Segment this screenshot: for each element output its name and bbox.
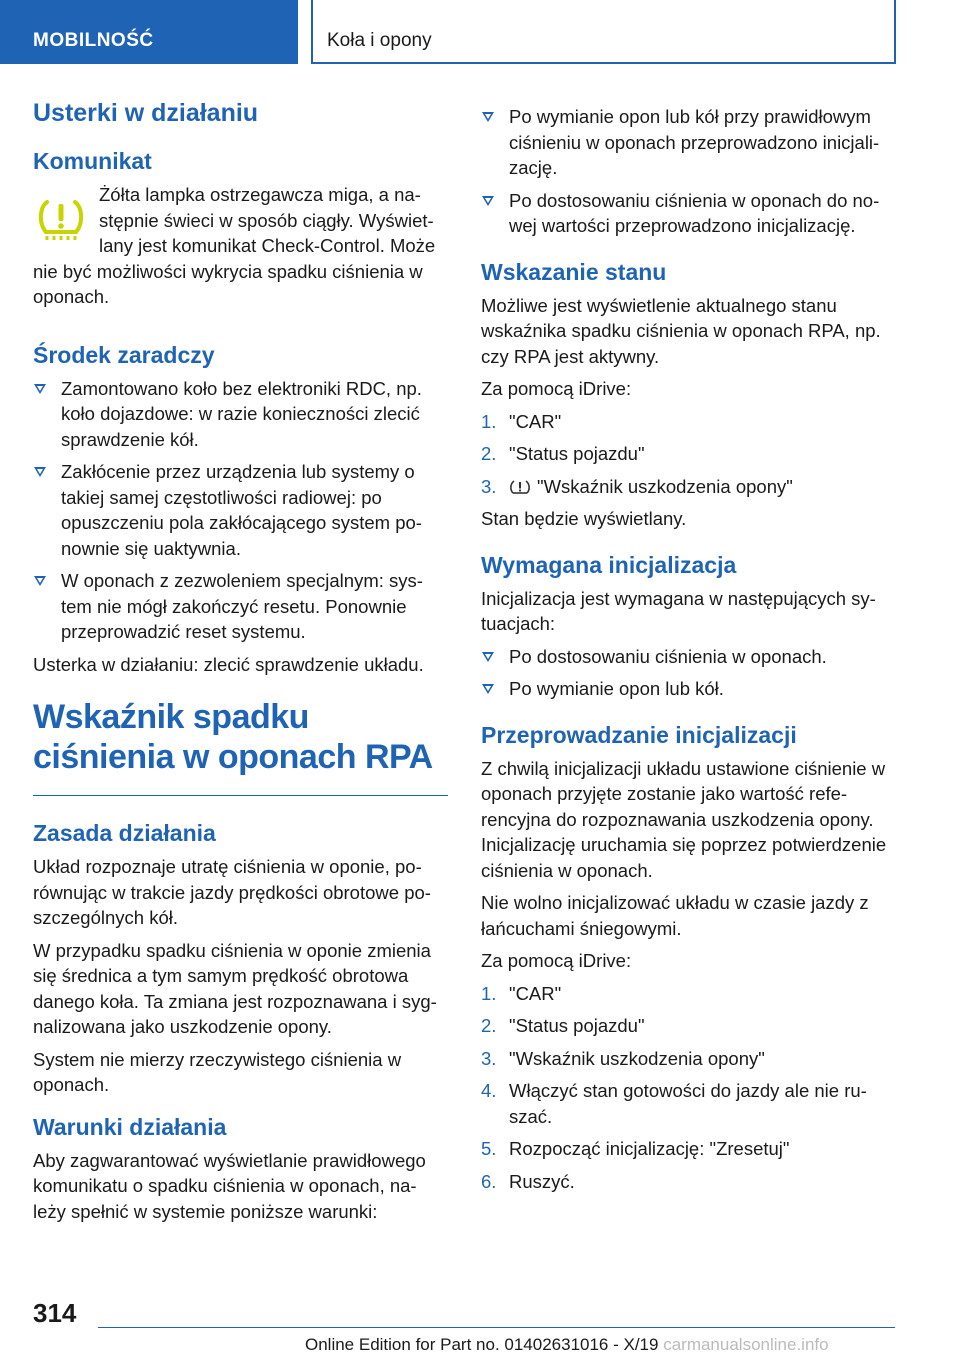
wymagana-paragraph: Inicjalizacja jest wymagana w następujących sy-tuacjach: bbox=[481, 587, 876, 634]
list-item: 4. Włączyć stan gotowości do jazdy ale nie ru-szać. bbox=[481, 1080, 867, 1127]
heading-usterki: Usterki w działaniu bbox=[33, 99, 259, 127]
heading-wymagana: Wymagana inicjalizacja bbox=[481, 551, 737, 578]
list-item: 3. "Wskaźnik uszkodzenia opony" bbox=[481, 1047, 765, 1069]
heading-przeprowadzanie: Przeprowadzanie inicjalizacji bbox=[481, 721, 797, 748]
tire-pressure-icon bbox=[509, 478, 531, 496]
section-tab bbox=[0, 0, 298, 64]
list-item: 2. "Status pojazdu" bbox=[481, 443, 645, 464]
page-number: 314 bbox=[33, 1298, 77, 1328]
bullet-triangle-icon bbox=[482, 652, 494, 662]
list-item: 1. "CAR" bbox=[481, 982, 562, 1004]
zasada-paragraph-2: W przypadku spadku ciśnienia w oponie zmienia się średnica a tym samym prędkość obrotowa danego koła. Ta zmiana jest rozpoznawana i syg-nalizowana jako uszkodzenie opony. bbox=[33, 939, 437, 1037]
srodek-list bbox=[33, 376, 448, 645]
bullet-triangle-icon bbox=[34, 384, 46, 394]
left-column bbox=[33, 98, 448, 1231]
heading-wskazanie: Wskazanie stanu bbox=[481, 258, 667, 285]
list-item: W oponach z zezwoleniem specjalnym: sys-tem nie mógł zakończyć resetu. Ponownie przeprowadzić reset systemu. bbox=[33, 568, 448, 645]
list-item: Po dostosowaniu ciśnienia w oponach do no-wej wartości przeprowadzono inicjalizację. bbox=[481, 188, 895, 239]
idrive-paragraph-2: Za pomocą iDrive: bbox=[481, 950, 632, 971]
warunki-paragraph: Aby zagwarantować wyświetlanie prawidłowego komunikatu o spadku ciśnienia w oponach, na-leży spełnić w systemie poniższe warunki: bbox=[33, 1149, 426, 1222]
chapter-title: Koła i opony bbox=[327, 30, 432, 51]
list-item: Po wymianie opon lub kół. bbox=[481, 676, 895, 702]
komunikat-line-2: stępnie świeci w sposób ciągły. Wyświet- bbox=[99, 209, 434, 231]
wskazanie-paragraph: Możliwe jest wyświetlenie aktualnego stanu wskaźnika spadku ciśnienia w oponach RPA, np. czy RPA jest aktywny. bbox=[481, 294, 881, 367]
wskazanie-steps bbox=[481, 409, 895, 500]
heading-zasada: Zasada działania bbox=[33, 820, 216, 846]
list-item: Po dostosowaniu ciśnienia w oponach. bbox=[481, 644, 895, 670]
bullet-triangle-icon bbox=[482, 196, 494, 206]
zasada-paragraph-3: System nie mierzy rzeczywistego ciśnienia w oponach. bbox=[33, 1048, 402, 1095]
wymagana-list bbox=[481, 644, 895, 702]
list-item: 5. Rozpocząć inicjalizację: "Zresetuj" bbox=[481, 1138, 790, 1159]
komunikat-line-1: Żółta lampka ostrzegawcza miga, a na- bbox=[99, 184, 421, 205]
heading-warunki: Warunki działania bbox=[33, 1113, 227, 1140]
watermark[interactable]: carmanualsonline.info bbox=[663, 1335, 829, 1354]
usterka-paragraph: Usterka w działaniu: zlecić sprawdzenie układu. bbox=[33, 653, 424, 675]
przep-paragraph-1: Z chwilą inicjalizacji układu ustawione ciśnienie w oponach przyjęte zostanie jako wartość refe-rencyjna do rozpoznawania uszkodzenia opony. Inicjalizację uruchamia się poprzez potwierdzenie ciśnienia w oponach. bbox=[481, 757, 887, 881]
bullet-triangle-icon bbox=[34, 576, 46, 586]
warning-block bbox=[33, 182, 448, 259]
przep-steps bbox=[481, 981, 895, 1195]
heading-srodek: Środek zaradczy bbox=[33, 341, 215, 368]
komunikat-tail: nie być możliwości wykrycia spadku ciśnienia w oponach. bbox=[33, 260, 423, 307]
list-item: 1. "CAR" bbox=[481, 410, 562, 432]
zasada-paragraph-1: Układ rozpoznaje utratę ciśnienia w oponie, po-równując w trakcie jazdy prędkości obrotowe po-szczególnych kół. bbox=[33, 856, 431, 928]
stan-paragraph: Stan będzie wyświetlany. bbox=[481, 508, 687, 529]
footer-rule bbox=[98, 1327, 895, 1328]
chapter-tab bbox=[311, 0, 896, 64]
list-item: 2. "Status pojazdu" bbox=[481, 1015, 645, 1036]
bullet-triangle-icon bbox=[34, 467, 46, 477]
bullet-triangle-icon bbox=[482, 112, 494, 122]
komunikat-line-3: lany jest komunikat Check-Control. Może bbox=[99, 235, 436, 256]
tire-pressure-warning-icon bbox=[33, 190, 89, 246]
section-title: MOBILNOŚĆ bbox=[33, 30, 154, 51]
przep-paragraph-2: Nie wolno inicjalizować układu w czasie jazdy z łańcuchami śniegowymi. bbox=[481, 892, 869, 939]
heading-komunikat: Komunikat bbox=[33, 148, 152, 174]
title-rule bbox=[33, 795, 448, 796]
list-item: 3. "Wskaźnik uszkodzenia opony" bbox=[481, 475, 793, 497]
footer-edition bbox=[305, 1335, 829, 1355]
bullet-triangle-icon bbox=[482, 684, 494, 694]
list-item: 6. Ruszyć. bbox=[481, 1170, 575, 1192]
list-item: Zamontowano koło bez elektroniki RDC, np. koło dojazdowe: w razie konieczności zlecić sprawdzenie kół. bbox=[33, 376, 448, 453]
list-item: Po wymianie opon lub kół przy prawidłowym ciśnieniu w oponach przeprowadzono inicjali-zację. bbox=[481, 104, 895, 181]
edition-text: Online Edition for Part no. 01402631016 - X/19 bbox=[305, 1335, 659, 1354]
idrive-paragraph: Za pomocą iDrive: bbox=[481, 378, 632, 399]
right-column bbox=[481, 98, 895, 1201]
warunki-list bbox=[481, 104, 895, 239]
list-item: Zakłócenie przez urządzenia lub systemy o takiej samej częstotliwości radiowej: po opuszczeniu pola zakłócającego system po-nownie się uaktywnia. bbox=[33, 459, 448, 561]
main-title: Wskaźnik spadku ciśnienia w oponach RPA bbox=[33, 698, 433, 776]
